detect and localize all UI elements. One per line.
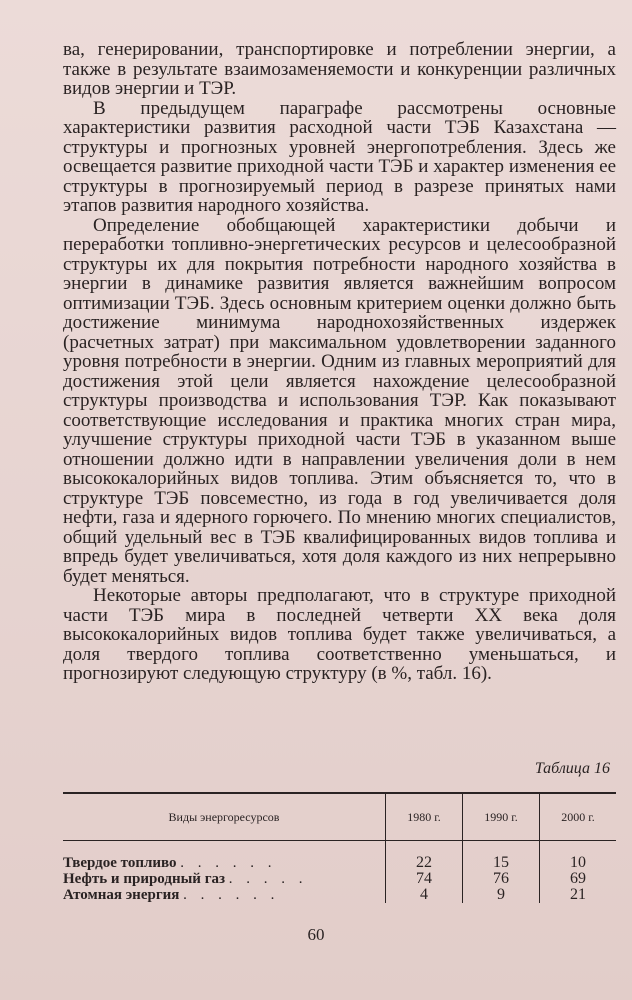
- energy-structure-table: [63, 792, 616, 903]
- value-1990: 9: [463, 887, 540, 903]
- resource-name: Атомная энергия: [63, 887, 180, 903]
- paragraph-continuation: ва, генерировании, транспортировке и потреблении энергии, а также в результате взаимозаменяемости и конкуренции различных видов энергии и ТЭР.: [63, 39, 616, 99]
- table-spacer-row: [63, 841, 616, 856]
- value-1980: 22: [386, 855, 463, 871]
- resource-name: Твердое топливо: [63, 855, 177, 871]
- table-row: [63, 887, 616, 903]
- table-row: [63, 855, 616, 871]
- column-header-1980: 1980 г.: [386, 793, 463, 841]
- page-number: 60: [307, 925, 325, 944]
- body-text: [63, 40, 616, 684]
- value-1990: 15: [463, 855, 540, 871]
- resource-name: Нефть и природный газ: [63, 871, 226, 887]
- paragraph: Некоторые авторы предполагают, что в структуре приходной части ТЭБ мира в последней четверти XX века доля высококалорийных видов топлива будет также увеличиваться, а доля твердого топлива соответственно уменьшаться, и прогнозируют следующую структуру (в %, табл. 16).: [63, 585, 616, 684]
- column-header-resource: Виды энергоресурсов: [63, 793, 386, 841]
- table-row: [63, 871, 616, 887]
- table-caption: Таблица 16: [534, 760, 610, 777]
- dot-leader: . . . . . .: [183, 887, 280, 903]
- paragraph: В предыдущем параграфе рассмотрены основные характеристики развития расходной части ТЭБ Казахстана — структуры и прогнозных уровней энергопотребления. Здесь же освещается развитие приходной части ТЭБ и характер изменения ее структуры в прогнозируемый период в разрезе принятых нами этапов развития народного хозяйства.: [63, 97, 616, 216]
- value-2000: 69: [540, 871, 617, 887]
- table-header-row: [63, 793, 616, 841]
- value-1990: 76: [463, 871, 540, 887]
- column-header-2000: 2000 г.: [540, 793, 617, 841]
- column-header-1990: 1990 г.: [463, 793, 540, 841]
- value-1980: 74: [386, 871, 463, 887]
- dot-leader: . . . . .: [228, 871, 308, 887]
- value-1980: 4: [386, 887, 463, 903]
- value-2000: 21: [540, 887, 617, 903]
- value-2000: 10: [540, 855, 617, 871]
- dot-leader: . . . . . .: [180, 855, 277, 871]
- paragraph: Определение обобщающей характеристики добычи и переработки топливно-энергетических ресурсов и целесообразной структуры их для покрытия потребности народного хозяйства в энергии в динамике развития является важнейшим вопросом оптимизации ТЭБ. Здесь основным критерием оценки должно быть достижение минимума народнохозяйственных издержек (расчетных затрат) при максимальном удовлетворении заданного уровня потребности в энергии. Одним из главных мероприятий для достижения этой цели является нахождение целесообразной структуры производства и использования ТЭР. Как показывают соответствующие исследования и практика многих стран мира, улучшение структуры приходной части ТЭБ в указанном выше отношении должно идти в направлении увеличения доли в нем высококалорийных видов топлива. Этим объясняется то, что в структуре ТЭБ повсеместно, из года в год увеличивается доля нефти, газа и ядерного горючего. По мнению многих специалистов, общий удельный вес в ТЭБ квалифицированных видов топлива и впредь будет увеличиваться, хотя доля каждого из них непрерывно будет меняться.: [63, 214, 616, 587]
